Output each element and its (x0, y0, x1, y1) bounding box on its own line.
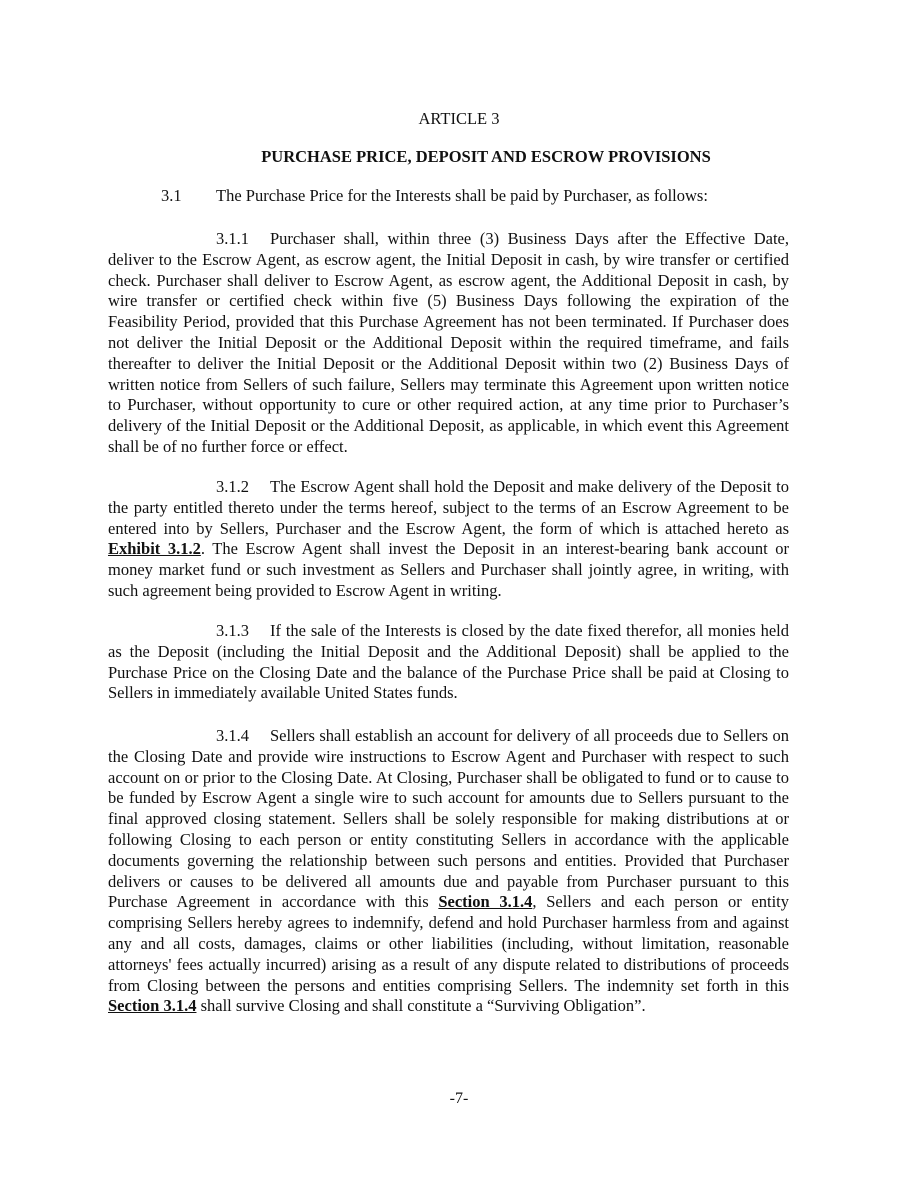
paragraph-3-1-2 (108, 477, 789, 602)
section-reference: Section 3.1.4 (108, 996, 197, 1016)
paragraph-text: The Escrow Agent shall hold the Deposit and make delivery of the Deposit to the party entitled thereto under the terms hereof, subject to the terms of an Escrow Agreement to be entered into by Sellers, Purchaser and the Escrow Agent, the form of which is attached hereto as (108, 477, 789, 538)
page-number: -7- (449, 1090, 469, 1107)
article-title: PURCHASE PRICE, DEPOSIT AND ESCROW PROVISIONS (261, 147, 711, 166)
paragraph-text-continued: , Sellers and each person or entity comprising Sellers hereby agrees to indemnify, defend and hold Purchaser harmless from and against any and all costs, damages, claims or other liabilities (including, without limitation, reasonable attorneys' fees actually incurred) arising as a result of any dispute related to distributions of proceeds from Closing between the persons and entities comprising Sellers. The indemnity set forth in this (108, 892, 789, 995)
paragraph-text: Purchaser shall, within three (3) Business Days after the Effective Date, deliver to the Escrow Agent, as escrow agent, the Initial Deposit in cash, by wire transfer or certified check. Purchaser shall deliver to Escrow Agent, as escrow agent, the Additional Deposit in cash, by wire transfer or certified check within five (5) Business Days following the expiration of the Feasibility Period, provided that this Purchase Agreement has not been terminated. If Purchaser does not deliver the Initial Deposit or the Additional Deposit within the required timeframe, and fails thereafter to deliver the Initial Deposit or the Additional Deposit within two (2) Business Days of written notice from Sellers of such failure, Sellers may terminate this Agreement upon written notice to Purchaser, without opportunity to cure or other required action, at any time prior to Purchaser’s delivery of the Initial Deposit or the Additional Deposit, as applicable, in which event this Agreement shall be of no further force or effect. (108, 229, 789, 456)
paragraph-number: 3.1.4 (216, 726, 249, 745)
paragraph-text-continued: . The Escrow Agent shall invest the Deposit in an interest-bearing bank account or money market fund or such investment as Sellers and Purchaser shall jointly agree, in writing, with such agreement being provided to Escrow Agent in writing. (108, 539, 789, 600)
paragraph-3-1-1 (108, 229, 789, 458)
paragraph-text-end: shall survive Closing and shall constitute a “Surviving Obligation”. (196, 996, 646, 1016)
paragraph-text: Sellers shall establish an account for delivery of all proceeds due to Sellers on the Closing Date and provide wire instructions to Escrow Agent and Purchaser with respect to such account on or prior to the Closing Date. At Closing, Purchaser shall be obligated to fund or to cause to be funded by Escrow Agent a single wire to such account for amounts due to Sellers pursuant to the final approved closing statement. Sellers shall be solely responsible for making distributions at or following Closing to each person or entity constituting Sellers in accordance with the applicable documents governing the relationship between such persons and entities. Provided that Purchaser delivers or causes to be delivered all amounts due and payable from Purchaser pursuant to this Purchase Agreement in accordance with this (108, 726, 789, 912)
paragraph-3-1-3 (108, 621, 789, 704)
section-3-1 (161, 185, 708, 207)
paragraph-text: If the sale of the Interests is closed by the date fixed therefor, all monies held as the Deposit (including the Initial Deposit and the Additional Deposit) shall be applied to the Purchase Price on the Closing Date and the balance of the Purchase Price shall be paid at Closing to Sellers in immediately available United States funds. (108, 621, 789, 703)
section-number: 3.1 (161, 186, 182, 205)
paragraph-number: 3.1.1 (216, 229, 249, 248)
paragraph-number: 3.1.2 (216, 477, 249, 496)
exhibit-reference: Exhibit 3.1.2 (108, 539, 201, 559)
section-text: The Purchase Price for the Interests shall be paid by Purchaser, as follows: (216, 186, 708, 205)
section-reference: Section 3.1.4 (438, 892, 533, 912)
article-heading: ARTICLE 3 (418, 109, 500, 128)
paragraph-3-1-4 (108, 726, 789, 1017)
paragraph-number: 3.1.3 (216, 621, 249, 640)
